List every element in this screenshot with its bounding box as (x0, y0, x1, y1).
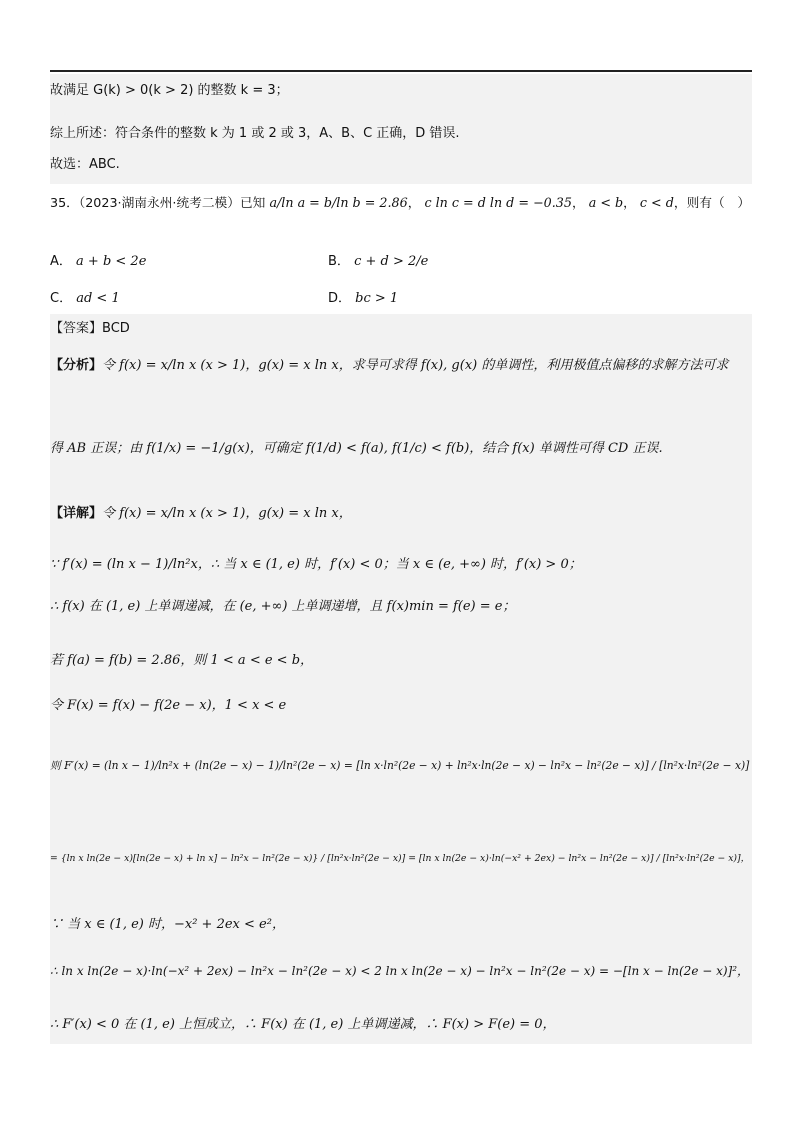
detail-10-text: ∴ F′(x) < 0 在 (1, e) 上恒成立，∴ F(x) 在 (1, e) 上单调递减，∴ F(x) > F(e) = 0， (50, 1017, 556, 1032)
option-b-text: c + d > 2/e (354, 254, 429, 269)
option-b (328, 250, 428, 269)
prev-line-2 (50, 125, 460, 143)
detail-3-text: ∴ f(x) 在 (1, e) 上单调递减，在 (e, +∞) 上单调递增，且 f(x)min = f(e) = e； (50, 599, 516, 614)
stem-cond2: c < d (639, 195, 674, 210)
top-rule (50, 70, 752, 72)
detail-2-text: ∵ f′(x) = (ln x − 1)/ln²x，∴ 当 x ∈ (1, e) 时，f′(x) < 0；当 x ∈ (e, +∞) 时，f′(x) > 0； (50, 557, 582, 572)
analysis-line-1 (50, 357, 728, 375)
prev-line-1-text: 故满足 G(k) > 0(k > 2) 的整数 k = 3； (50, 83, 289, 98)
analysis-2-text: 得 AB 正误；由 f(1/x) = −1/g(x)，可确定 f(1/d) < f(a), f(1/c) < f(b)，结合 f(x) 单调性可得 CD 正误. (50, 441, 663, 456)
detail-6-text: 则 F′(x) = (ln x − 1)/ln²x + (ln(2e − x) − 1)/ln²(2e − x) = [ln x·ln²(2e − x) + ln²x·ln(2e − x) − ln²x − ln²(2e − x)] / [ln²x·ln²(2e − x)] (50, 759, 750, 772)
option-a (50, 250, 146, 269)
analysis-label: 【分析】 (50, 358, 103, 373)
question-stem-pre: 已知 (239, 195, 266, 210)
detail-line-8 (50, 916, 285, 934)
option-c-text: ad < 1 (76, 291, 120, 306)
prev-line-3 (50, 156, 120, 174)
detail-1-text: 令 f(x) = x/ln x (x > 1)，g(x) = x ln x， (102, 506, 352, 521)
detail-label: 【详解】 (50, 506, 103, 521)
detail-4-text: 若 f(a) = f(b) = 2.86，则 1 < a < e < b， (50, 653, 314, 668)
detail-line-4 (50, 652, 313, 670)
stem-eq1: a/ln a = b/ln b = 2.86 (269, 195, 408, 210)
detail-5-text: 令 F(x) = f(x) − f(2e − x)，1 < x < e (50, 698, 287, 713)
stem-post: ，则有（ ） (673, 195, 751, 210)
question-number: 35． (50, 195, 79, 210)
option-d (328, 287, 398, 306)
option-b-label: B． (328, 254, 350, 269)
option-a-label: A． (50, 254, 72, 269)
prev-line-3-text: 故选：ABC. (50, 157, 120, 172)
detail-line-2 (50, 556, 582, 574)
question-source: （2023·湖南永州·统考二模） (78, 195, 240, 210)
option-d-text: bc > 1 (355, 291, 399, 306)
analysis-line-2 (50, 440, 663, 458)
detail-line-6 (50, 757, 749, 775)
detail-line-7 (50, 850, 750, 868)
detail-line-10 (50, 1016, 556, 1034)
detail-9-text: ∴ ln x ln(2e − x)·ln(−x² + 2ex) − ln²x − ln²(2e − x) < 2 ln x ln(2e − x) − ln²x − ln²(2e − x) = −[ln x − ln(2e − x)]²， (50, 964, 750, 978)
answer-label (50, 320, 130, 338)
analysis-1-text: 令 f(x) = x/ln x (x > 1)，g(x) = x ln x，求导可求得 f(x), g(x) 的单调性，利用极值点偏移的求解方法可求 (102, 358, 729, 373)
stem-cond1: a < b (588, 195, 624, 210)
answer-text: 【答案】BCD (50, 321, 130, 336)
option-a-text: a + b < 2e (76, 254, 147, 269)
detail-line-3 (50, 598, 515, 616)
option-c (50, 287, 120, 306)
detail-line-5 (50, 697, 286, 715)
stem-eq2: c ln c = d ln d = −0.35 (424, 195, 572, 210)
detail-7-text: = {ln x ln(2e − x)[ln(2e − x) + ln x] − ln²x − ln²(2e − x)} / [ln²x·ln²(2e − x)] = [ln x ln(2e − x)·ln(−x² + 2ex) − ln²x − ln²(2e − x)] / [ln²x·ln²(2e − x)]， (50, 853, 750, 864)
option-c-label: C． (50, 291, 73, 306)
question-stem: 35．（2023·湖南永州·统考二模）已知 a/ln a = b/ln b = 2.86， c ln c = d ln d = −0.35， a < b， c < d，则有（ ） (50, 195, 751, 210)
option-d-label: D． (328, 291, 352, 306)
prev-line-1 (50, 82, 289, 100)
detail-8-text: ∵ 当 x ∈ (1, e) 时，−x² + 2ex < e²， (50, 917, 285, 932)
detail-line-9 (50, 962, 749, 980)
detail-line-1 (50, 505, 352, 523)
answer-shade (50, 314, 752, 1044)
prev-line-2-text: 综上所述：符合条件的整数 k 为 1 或 2 或 3，A、B、C 正确，D 错误. (50, 126, 460, 141)
